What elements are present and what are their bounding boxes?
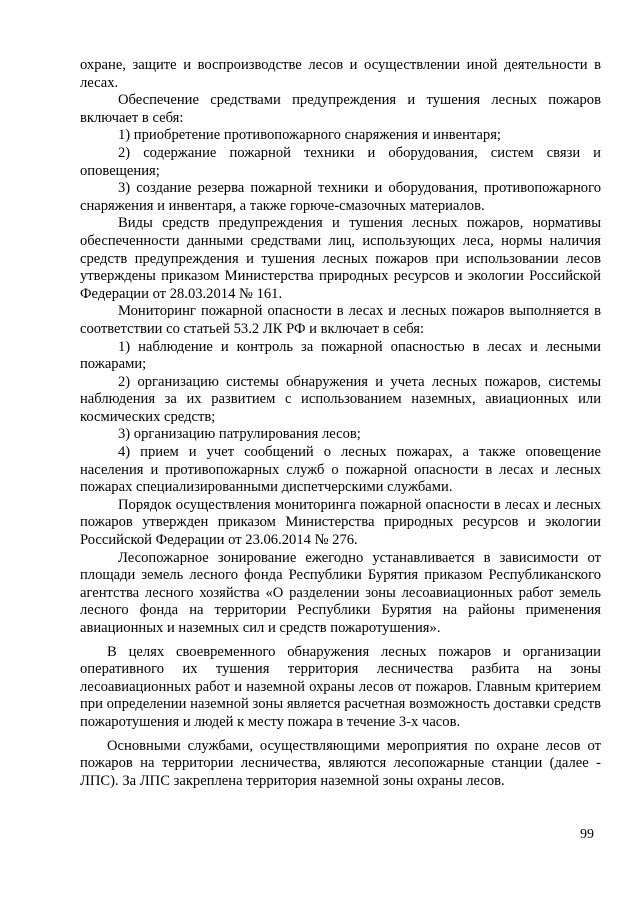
paragraph-fire-stations: Основными службами, осуществляющими мероприятия по охране лесов от пожаров на территории лесничества, являются лесопожарные станции (далее - ЛПС). За ЛПС закреплена территория наземной зоны охраны лесов. bbox=[80, 737, 601, 789]
paragraph-types-of-means: Виды средств предупреждения и тушения лесных пожаров, нормативы обеспеченности данными средствами лиц, использующих леса, нормы наличия средств предупреждения и тушения лесных пожаров при использовании лесов утверждены приказом Министерства природных ресурсов и экологии Российской Федерации от 28.03.2014 № 161. bbox=[80, 215, 601, 302]
paragraph-continuation: охране, защите и воспроизводстве лесов и осуществлении иной деятельности в лесах. bbox=[80, 57, 601, 91]
paragraph-zoning: Лесопожарное зонирование ежегодно устанавливается в зависимости от площади земель лесного фонда Республики Бурятия приказом Республиканского агентства лесного хозяйства «О разделении зоны лесоавиационных работ земель лесного фонда на территории Республики Бурятия на районы применения авиационных и наземных сил и средств пожаротушения». bbox=[80, 549, 601, 636]
page-number: 99 bbox=[580, 827, 594, 842]
monitoring-item-4: 4) прием и учет сообщений о лесных пожарах, а также оповещение населения и противопожарных служб о пожарной опасности в лесах и лесных пожарах специализированными диспетчерскими службами. bbox=[80, 444, 601, 496]
list-item-3: 3) создание резерва пожарной техники и оборудования, противопожарного снаряжения и инвентаря, а также горюче-смазочных материалов. bbox=[80, 180, 601, 214]
list-item-2: 2) содержание пожарной техники и оборудования, систем связи и оповещения; bbox=[80, 144, 601, 179]
list-item-1: 1) приобретение противопожарного снаряжения и инвентаря; bbox=[118, 127, 501, 144]
paragraph-zones: В целях своевременного обнаружения лесных пожаров и организации оперативного их тушения территория лесничества разбита на зоны лесоавиационных работ и наземной охраны лесов от пожаров. Главным критерием при определении наземной зоны является расчетная возможность доставки средств пожаротушения и людей к месту пожара в течение 3-х часов. bbox=[80, 643, 601, 730]
paragraph-monitoring-order: Порядок осуществления мониторинга пожарной опасности в лесах и лесных пожаров утвержден приказом Министерства природных ресурсов и экологии Российской Федерации от 23.06.2014 № 276. bbox=[80, 496, 601, 549]
monitoring-item-2: 2) организацию системы обнаружения и учета лесных пожаров, системы наблюдения за их развитием с использованием наземных, авиационных или космических средств; bbox=[80, 373, 601, 425]
monitoring-item-3: 3) организацию патрулирования лесов; bbox=[118, 426, 361, 443]
paragraph-means-intro: Обеспечение средствами предупреждения и тушения лесных пожаров включает в себя: bbox=[80, 92, 601, 126]
paragraph-monitoring-intro: Мониторинг пожарной опасности в лесах и лесных пожаров выполняется в соответствии со статьей 53.2 ЛК РФ и включает в себя: bbox=[80, 303, 601, 337]
body-text bbox=[80, 57, 601, 790]
monitoring-item-1: 1) наблюдение и контроль за пожарной опасностью в лесах и лесными пожарами; bbox=[80, 338, 601, 373]
